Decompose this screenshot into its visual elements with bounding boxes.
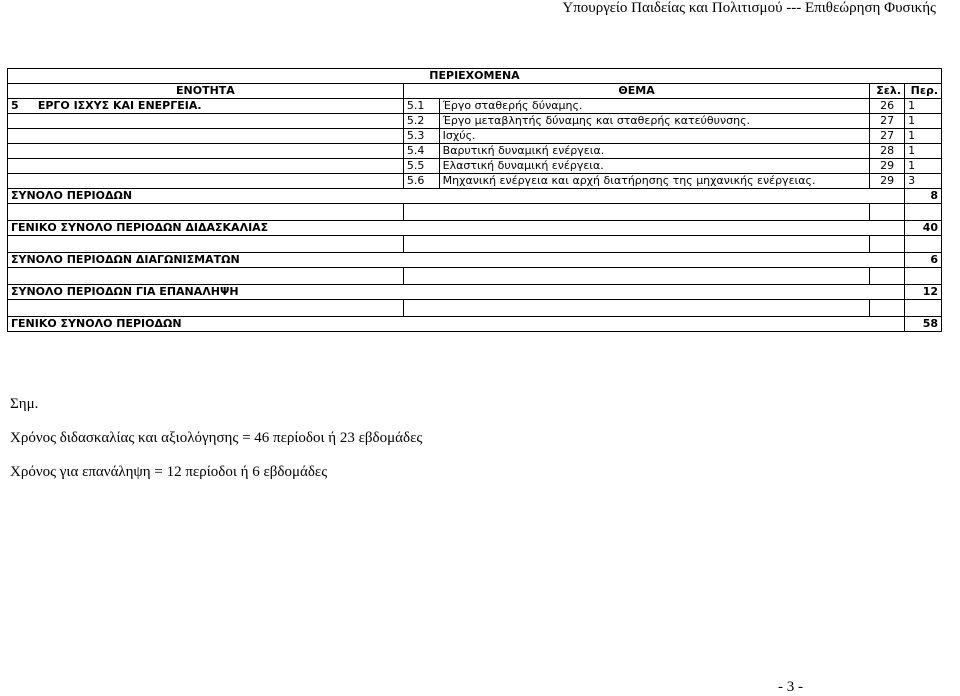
topic-title: Ισχύς. — [439, 129, 870, 144]
total-value: 6 — [905, 253, 942, 268]
topic-page: 27 — [870, 129, 905, 144]
total-label: ΓΕΝΙΚΟ ΣΥΝΟΛΟ ΠΕΡΙΟΔΩΝ ΔΙΔΑΣΚΑΛΙΑΣ — [8, 221, 905, 236]
topic-periods: 1 — [905, 159, 942, 174]
total-row — [8, 221, 942, 236]
column-header-page: Σελ. — [870, 84, 905, 99]
table-title: ΠΕΡΙΕΧΟΜΕΝΑ — [8, 69, 942, 84]
topic-page: 28 — [870, 144, 905, 159]
total-row — [8, 285, 942, 300]
topic-periods: 3 — [905, 174, 942, 189]
document-header: Υπουργείο Παιδείας και Πολιτισμού --- Επιθεώρηση Φυσικής — [562, 0, 936, 16]
spacer-row — [8, 204, 942, 221]
table-title-row — [8, 69, 942, 84]
topic-periods: 1 — [905, 114, 942, 129]
topic-title: Έργο σταθερής δύναμης. — [439, 99, 870, 114]
topic-number: 5.3 — [403, 129, 439, 144]
notes-label: Σημ. — [10, 396, 39, 412]
table-row — [8, 144, 942, 159]
topic-page: 29 — [870, 159, 905, 174]
total-value: 8 — [905, 189, 942, 204]
total-label: ΣΥΝΟΛΟ ΠΕΡΙΟΔΩΝ ΔΙΑΓΩΝΙΣΜΑΤΩΝ — [8, 253, 905, 268]
topic-page: 29 — [870, 174, 905, 189]
topic-title: Βαρυτική δυναμική ενέργεια. — [439, 144, 870, 159]
total-value: 58 — [905, 317, 942, 332]
contents-table — [7, 68, 942, 332]
table-row — [8, 114, 942, 129]
topic-number: 5.1 — [403, 99, 439, 114]
table-row — [8, 129, 942, 144]
topic-title: Έργο μεταβλητής δύναμης και σταθερής κατεύθυνσης. — [439, 114, 870, 129]
topic-page: 26 — [870, 99, 905, 114]
unit-cell — [8, 99, 404, 114]
total-value: 12 — [905, 285, 942, 300]
spacer-row — [8, 268, 942, 285]
column-header-unit: ΕΝΟΤΗΤΑ — [8, 84, 404, 99]
column-header-row — [8, 84, 942, 99]
total-row — [8, 317, 942, 332]
notes-line-teaching-time: Χρόνος διδασκαλίας και αξιολόγησης = 46 περίοδοι ή 23 εβδομάδες — [10, 430, 423, 446]
topic-title: Ελαστική δυναμική ενέργεια. — [439, 159, 870, 174]
total-row — [8, 253, 942, 268]
empty-cell — [8, 144, 404, 159]
spacer-row — [8, 236, 942, 253]
empty-cell — [8, 159, 404, 174]
total-label: ΣΥΝΟΛΟ ΠΕΡΙΟΔΩΝ — [8, 189, 905, 204]
total-label: ΣΥΝΟΛΟ ΠΕΡΙΟΔΩΝ ΓΙΑ ΕΠΑΝΑΛΗΨΗ — [8, 285, 905, 300]
column-header-topic: ΘΕΜΑ — [403, 84, 869, 99]
column-header-periods: Περ. — [905, 84, 942, 99]
empty-cell — [8, 129, 404, 144]
topic-number: 5.4 — [403, 144, 439, 159]
page-number: - 3 - — [778, 679, 803, 695]
unit-number: 5 — [11, 99, 19, 112]
total-value: 40 — [905, 221, 942, 236]
notes-section — [10, 395, 422, 481]
table-row — [8, 174, 942, 189]
unit-name: ΕΡΓΟ ΙΣΧΥΣ ΚΑΙ ΕΝΕΡΓΕΙΑ. — [37, 99, 202, 112]
notes-line-revision-time: Χρόνος για επανάληψη = 12 περίοδοι ή 6 εβδομάδες — [10, 464, 328, 480]
empty-cell — [8, 174, 404, 189]
topic-page: 27 — [870, 114, 905, 129]
topic-periods: 1 — [905, 99, 942, 114]
topic-periods: 1 — [905, 129, 942, 144]
topic-number: 5.2 — [403, 114, 439, 129]
total-label: ΓΕΝΙΚΟ ΣΥΝΟΛΟ ΠΕΡΙΟΔΩΝ — [8, 317, 905, 332]
topic-title: Μηχανική ενέργεια και αρχή διατήρησης της μηχανικής ενέργειας. — [439, 174, 870, 189]
table-row — [8, 99, 942, 114]
topic-periods: 1 — [905, 144, 942, 159]
empty-cell — [8, 114, 404, 129]
total-row — [8, 189, 942, 204]
table-row — [8, 159, 942, 174]
topic-number: 5.5 — [403, 159, 439, 174]
topic-number: 5.6 — [403, 174, 439, 189]
spacer-row — [8, 300, 942, 317]
